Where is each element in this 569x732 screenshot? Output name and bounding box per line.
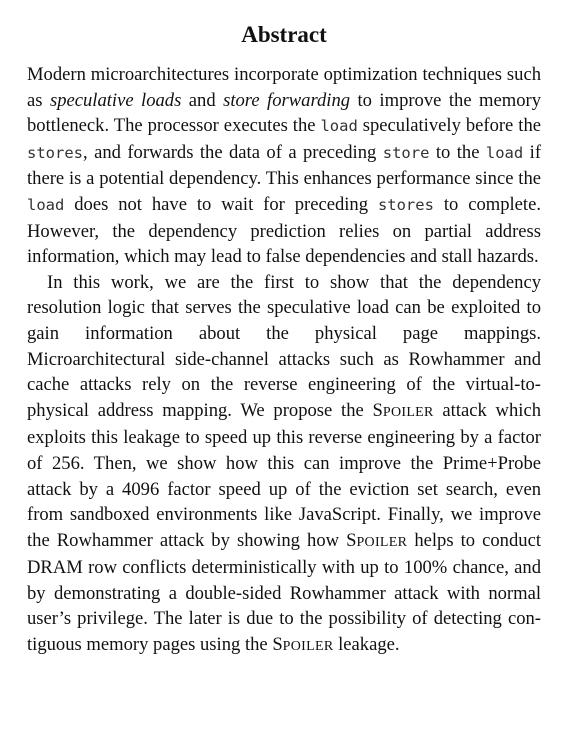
text-span: to complete. However, the dependency prediction relies on partial address information, which may lead to false dependencies and stall hazards.	[27, 193, 541, 268]
spoiler-name	[373, 400, 434, 421]
spoiler-name	[346, 530, 407, 551]
spoiler-smallcaps: POILER	[282, 639, 334, 655]
text-span: In this work, we are the first to show that the dependency resolution logic that serves the speculative load can be exploited to gain information about the physical page mappings. Microarchitectural side-channel attacks such as Rowhammer and cache attacks rely on the reverse engineering of the virtual-to-physical address mapping. We propose the	[27, 271, 541, 421]
spoiler-smallcaps: POILER	[382, 404, 434, 420]
code-stores: stores	[377, 195, 434, 214]
abstract-section	[27, 20, 541, 660]
text-span: if there is a potential dependency. This enhances performance since the	[27, 141, 542, 190]
abstract-paragraph-1	[27, 62, 541, 270]
emphasis-speculative-loads: speculative loads	[49, 89, 182, 111]
text-span: and	[181, 89, 224, 111]
spoiler-name	[272, 634, 333, 655]
text-span: speculatively before the	[357, 115, 541, 137]
text-span: helps to conduct DRAM row conflicts deterministically with up to 100% chance, and by demonstrating a double-sided Rowhammer attack with normal user’s privilege. The later is due to the possibility of detecting contiguous memory pages using the	[27, 529, 541, 656]
spoiler-initial: S	[372, 399, 383, 421]
abstract-paragraph-2	[27, 270, 541, 660]
code-load: load	[485, 143, 524, 162]
text-span: Modern microarchitectures incorporate optimization techniques such as	[27, 64, 541, 111]
code-load: load	[320, 117, 358, 136]
text-span: does not have to wait for preceding	[64, 193, 378, 215]
spoiler-smallcaps: POILER	[356, 534, 408, 550]
text-span: to improve the memory bottleneck. The processor executes the	[27, 89, 541, 137]
code-stores: stores	[27, 143, 83, 162]
spoiler-initial: S	[272, 634, 283, 656]
code-load: load	[27, 195, 65, 214]
text-span: leakage.	[333, 634, 400, 656]
text-span: to the	[429, 141, 486, 163]
text-span: , and forwards the data of a preceding	[83, 141, 383, 163]
code-store: store	[382, 143, 430, 162]
spoiler-initial: S	[346, 529, 357, 551]
text-span: attack which exploits this leakage to speed up this reverse engineering by a factor of 256. Then, we show how this can improve the Prime+Probe attack by a 4096 factor speed up of the eviction set search, even from sandboxed environments like JavaScript. Finally, we improve the Rowhammer attack by showing how	[27, 399, 541, 551]
emphasis-store-forwarding: store forwarding	[223, 89, 351, 111]
section-title: Abstract	[241, 22, 327, 47]
